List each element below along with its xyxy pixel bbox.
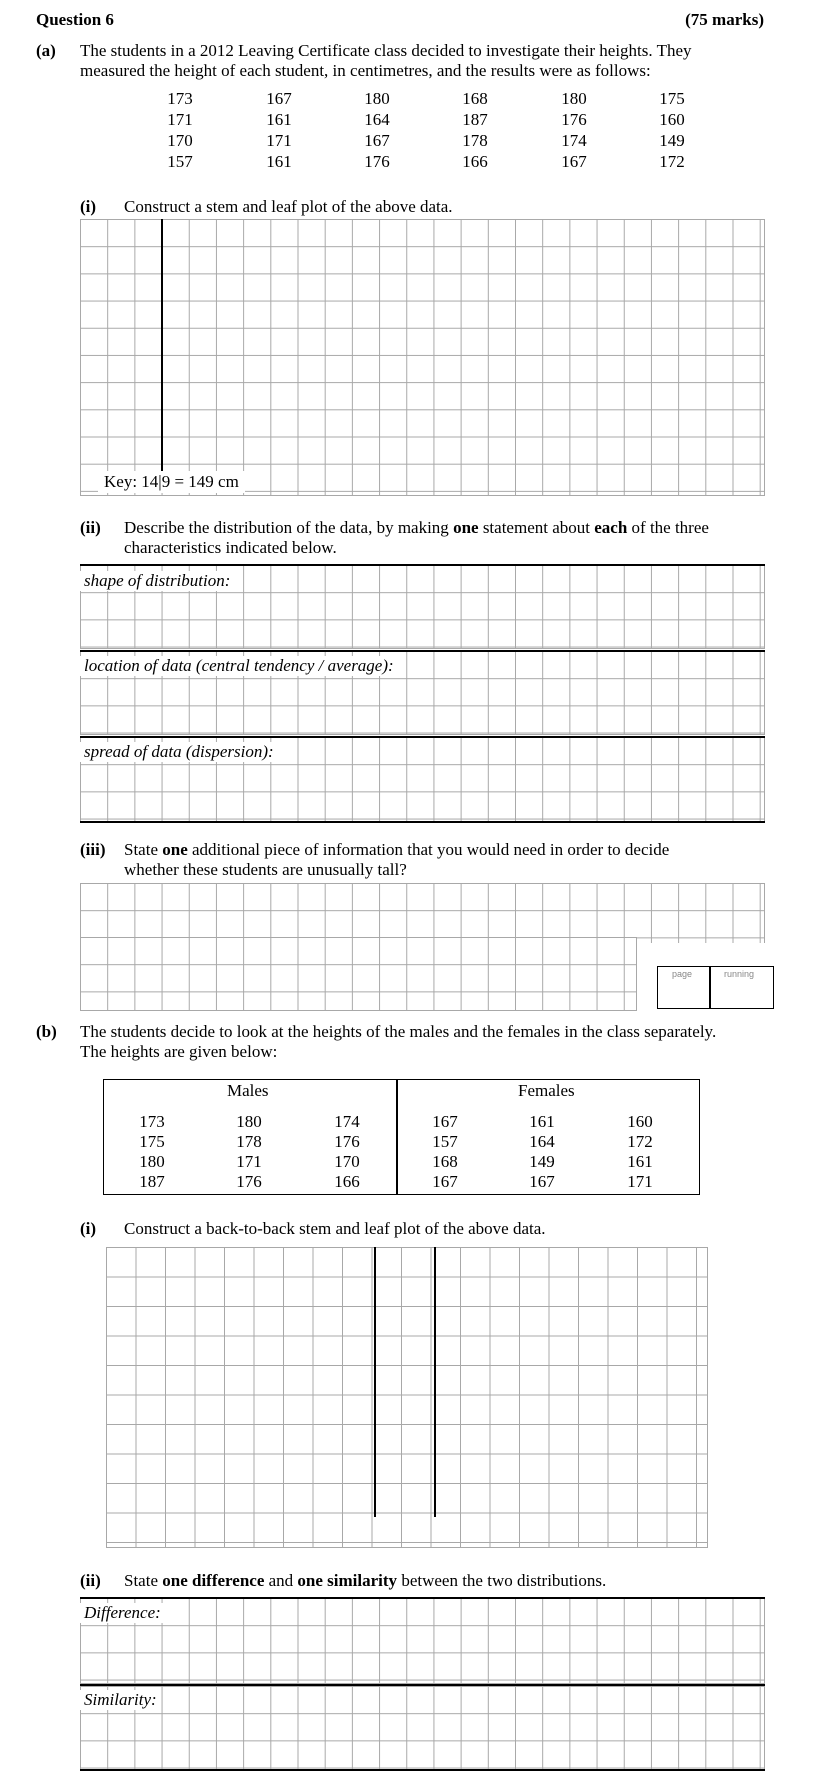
females-stem-divider xyxy=(434,1247,436,1517)
height-value: 161 xyxy=(266,152,292,171)
height-value: 167 xyxy=(561,152,587,171)
female-height: 168 xyxy=(432,1152,458,1171)
gender-table-divider xyxy=(396,1079,398,1195)
running-label: running xyxy=(724,969,755,979)
males-stem-divider xyxy=(374,1247,376,1517)
female-height: 167 xyxy=(529,1172,555,1191)
male-height: 175 xyxy=(139,1132,165,1151)
height-value: 180 xyxy=(561,89,587,108)
part-b-label: (b) xyxy=(36,1022,57,1041)
divider-line xyxy=(80,1769,765,1771)
female-height: 149 xyxy=(529,1152,555,1171)
similarity-answer-grid[interactable] xyxy=(80,1686,765,1770)
female-height: 161 xyxy=(529,1112,555,1131)
height-value: 173 xyxy=(167,89,193,108)
male-height: 174 xyxy=(334,1112,360,1131)
difference-label: Difference: xyxy=(80,1603,165,1623)
additional-info-grid-cont[interactable] xyxy=(80,937,637,1011)
a-iii-text-line2: whether these students are unusually tall? xyxy=(124,860,407,879)
part-b-intro-line1: The students decide to look at the heights of the males and the females in the class separately. xyxy=(80,1022,717,1041)
height-value: 164 xyxy=(364,110,390,129)
height-value: 168 xyxy=(462,89,488,108)
female-height: 157 xyxy=(432,1132,458,1151)
male-height: 166 xyxy=(334,1172,360,1191)
height-value: 166 xyxy=(462,152,488,171)
height-value: 149 xyxy=(659,131,685,150)
part-a-intro-line2: measured the height of each student, in centimetres, and the results were as follows: xyxy=(80,61,651,80)
page-running-divider xyxy=(709,966,711,1009)
male-height: 171 xyxy=(236,1152,262,1171)
part-b-intro-line2: The heights are given below: xyxy=(80,1042,278,1061)
height-value: 160 xyxy=(659,110,685,129)
stem-leaf-grid[interactable] xyxy=(80,219,765,496)
a-ii-text: Describe the distribution of the data, by making one statement about each of the three xyxy=(124,518,709,537)
page-label: page xyxy=(672,969,693,979)
a-iii-label: (iii) xyxy=(80,840,106,859)
height-value: 161 xyxy=(266,110,292,129)
female-height: 167 xyxy=(432,1112,458,1131)
female-height: 161 xyxy=(627,1152,653,1171)
divider-line xyxy=(80,650,765,652)
height-value: 172 xyxy=(659,152,685,171)
similarity-label: Similarity: xyxy=(80,1690,161,1710)
b-ii-text: State one difference and one similarity between the two distributions. xyxy=(124,1571,607,1590)
divider-line xyxy=(80,564,765,566)
height-value: 175 xyxy=(659,89,685,108)
male-height: 187 xyxy=(139,1172,165,1191)
height-value: 171 xyxy=(167,110,193,129)
divider-line xyxy=(80,821,765,823)
male-height: 173 xyxy=(139,1112,165,1131)
male-height: 180 xyxy=(236,1112,262,1131)
location-of-data-label: location of data (central tendency / average): xyxy=(80,656,398,676)
height-value: 176 xyxy=(561,110,587,129)
female-height: 171 xyxy=(627,1172,653,1191)
a-iii-text: State one additional piece of information that you would need in order to decide xyxy=(124,840,670,859)
height-value: 174 xyxy=(561,131,587,150)
females-header: Females xyxy=(518,1081,575,1100)
male-height: 178 xyxy=(236,1132,262,1151)
question-marks: (75 marks) xyxy=(685,10,764,29)
difference-answer-grid[interactable] xyxy=(80,1598,765,1684)
height-value: 167 xyxy=(266,89,292,108)
height-value: 170 xyxy=(167,131,193,150)
female-height: 160 xyxy=(627,1112,653,1131)
a-ii-text-line2: characteristics indicated below. xyxy=(124,538,337,557)
males-header: Males xyxy=(227,1081,269,1100)
b-i-text: Construct a back-to-back stem and leaf plot of the above data. xyxy=(124,1219,546,1238)
question-title: Question 6 xyxy=(36,10,114,29)
male-height: 180 xyxy=(139,1152,165,1171)
shape-of-distribution-label: shape of distribution: xyxy=(80,571,234,591)
spread-of-data-label: spread of data (dispersion): xyxy=(80,742,278,762)
b-ii-label: (ii) xyxy=(80,1571,101,1590)
a-ii-label: (ii) xyxy=(80,518,101,537)
height-value: 157 xyxy=(167,152,193,171)
divider-line xyxy=(80,736,765,738)
male-height: 170 xyxy=(334,1152,360,1171)
part-a-intro-line1: The students in a 2012 Leaving Certificate class decided to investigate their heights. They xyxy=(80,41,692,60)
divider-line xyxy=(80,1684,765,1686)
stem-leaf-key: Key: 14|9 = 149 cm xyxy=(98,471,245,493)
height-value: 178 xyxy=(462,131,488,150)
a-i-label: (i) xyxy=(80,197,97,216)
height-value: 187 xyxy=(462,110,488,129)
female-height: 164 xyxy=(529,1132,555,1151)
male-height: 176 xyxy=(236,1172,262,1191)
female-height: 167 xyxy=(432,1172,458,1191)
divider-line xyxy=(80,1597,765,1599)
height-value: 167 xyxy=(364,131,390,150)
height-value: 176 xyxy=(364,152,390,171)
b-i-label: (i) xyxy=(80,1219,97,1238)
height-value: 180 xyxy=(364,89,390,108)
part-a-label: (a) xyxy=(36,41,56,60)
height-value: 171 xyxy=(266,131,292,150)
a-i-text: Construct a stem and leaf plot of the above data. xyxy=(124,197,453,216)
back-to-back-grid[interactable] xyxy=(106,1247,708,1548)
stem-divider-line xyxy=(161,219,163,471)
male-height: 176 xyxy=(334,1132,360,1151)
female-height: 172 xyxy=(627,1132,653,1151)
